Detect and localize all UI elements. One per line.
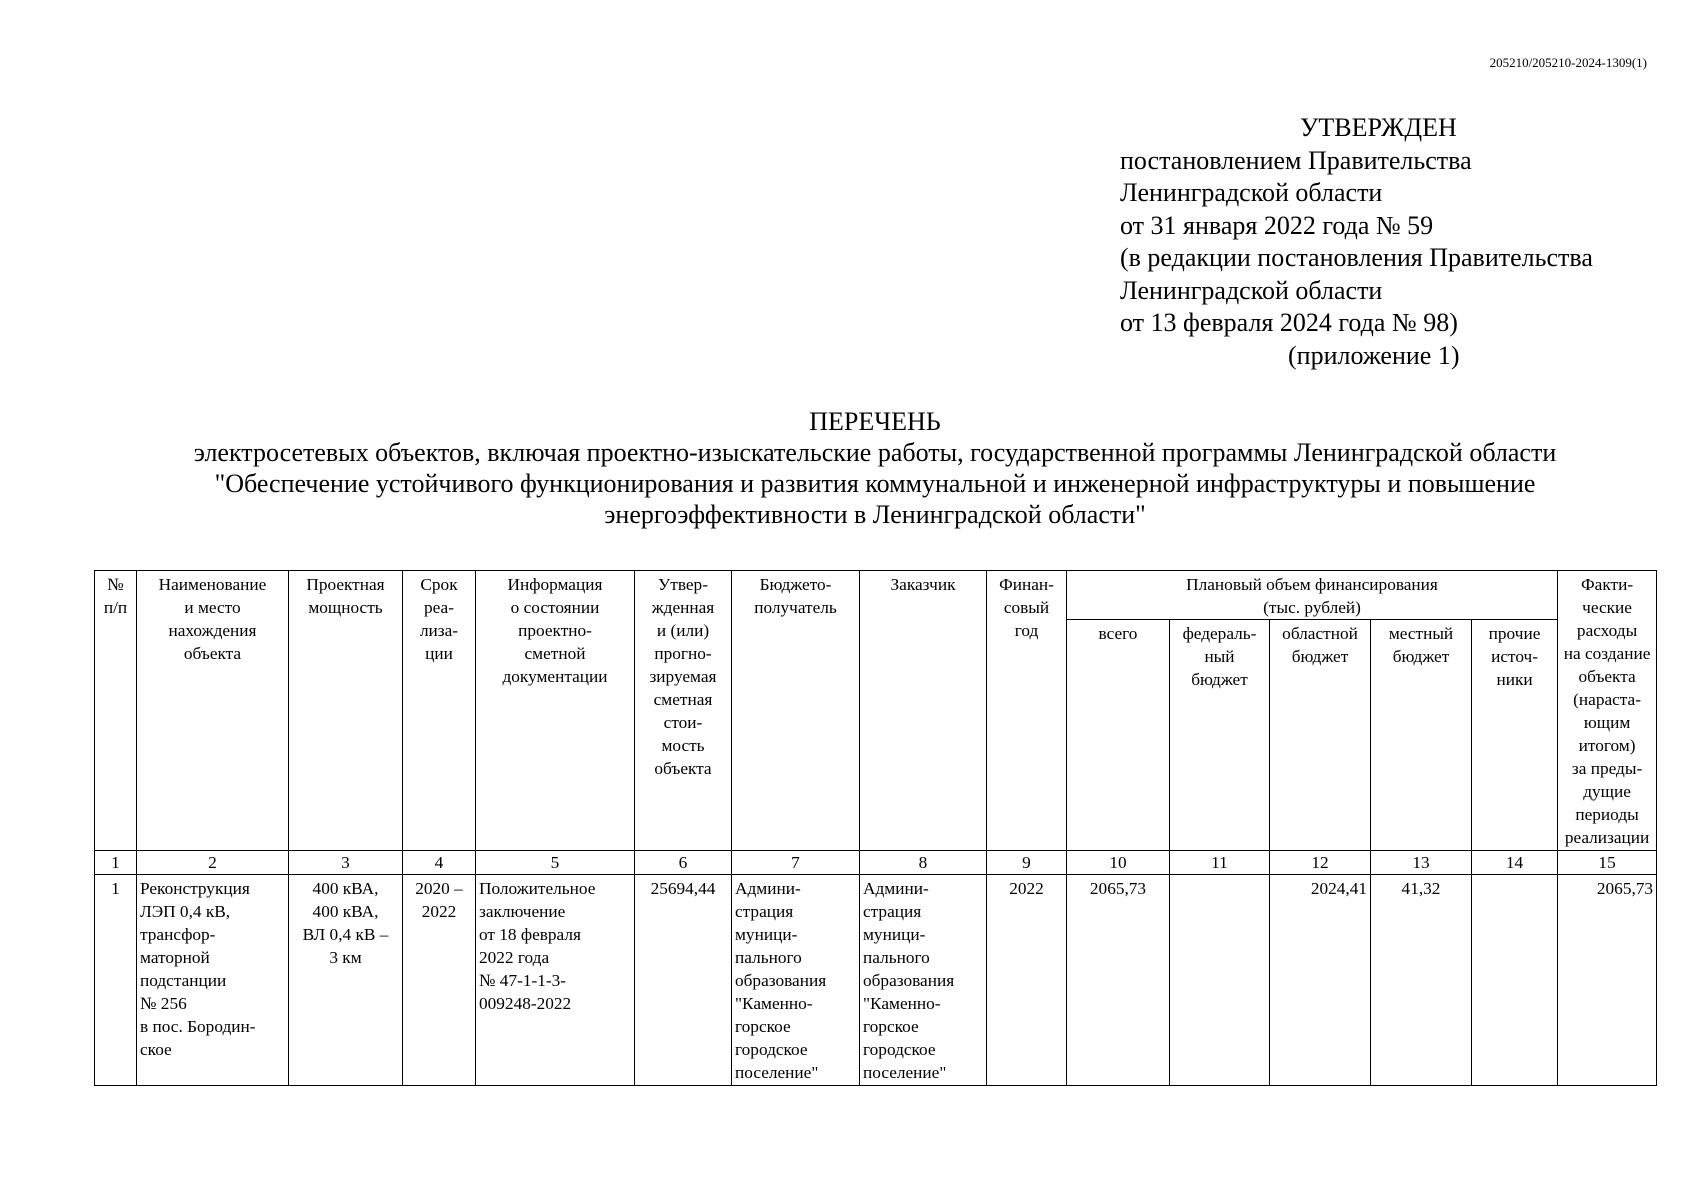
heading-line: "Обеспечение устойчивого функционирования и развития коммунальной и инженерной инфраструктуры и повышение	[214, 469, 1536, 498]
cell-name: Реконструкция ЛЭП 0,4 кВ, трансфор- маторной подстанции № 256 в пос. Бородин- ское	[137, 875, 289, 1086]
cell-num: 1	[95, 875, 137, 1086]
column-number: 9	[987, 851, 1067, 875]
heading-title: ПЕРЕЧЕНЬ	[809, 407, 941, 436]
column-number: 15	[1558, 851, 1657, 875]
approval-line: от 13 февраля 2024 года № 98)	[1120, 308, 1458, 337]
header-local: местный бюджет	[1371, 620, 1472, 851]
cell-regional: 2024,41	[1270, 875, 1371, 1086]
column-number: 8	[860, 851, 987, 875]
cell-actual: 2065,73	[1558, 875, 1657, 1086]
cell-total: 2065,73	[1067, 875, 1170, 1086]
cell-local: 41,32	[1371, 875, 1472, 1086]
cell-federal	[1170, 875, 1270, 1086]
approval-line: Ленинградской области	[1120, 275, 1383, 305]
approval-line: (в редакции постановления Правительства	[1120, 243, 1593, 272]
header-cost: Утвер- жденная и (или) прогно- зируемая сметная стои- мость объекта	[635, 571, 732, 851]
table-header-row	[95, 571, 1657, 620]
header-capacity: Проектная мощность	[289, 571, 403, 851]
header-term: Срок реа- лиза- ции	[403, 571, 476, 851]
cell-docs: Положительное заключение от 18 февраля 2022 года № 47-1-1-3- 009248-2022	[476, 875, 635, 1086]
document-heading	[0, 406, 1697, 530]
approval-line: постановлением Правительства	[1120, 145, 1472, 175]
column-number: 7	[732, 851, 860, 875]
header-docs: Информация о состоянии проектно- сметной документации	[476, 571, 635, 851]
cell-term: 2020 – 2022	[403, 875, 476, 1086]
header-customer: Заказчик	[860, 571, 987, 851]
header-year: Финан- совый год	[987, 571, 1067, 851]
cell-year: 2022	[987, 875, 1067, 1086]
header-planned-financing: Плановый объем финансирования (тыс. рублей)	[1067, 571, 1558, 620]
column-number: 2	[137, 851, 289, 875]
column-number: 14	[1472, 851, 1558, 875]
header-other: прочие источ- ники	[1472, 620, 1558, 851]
approval-line: от 31 января 2022 года № 59	[1120, 210, 1434, 240]
column-number-row	[95, 851, 1657, 875]
column-number: 13	[1371, 851, 1472, 875]
heading-line: электросетевых объектов, включая проектно-изыскательские работы, государственной программы Ленинградской области	[193, 438, 1557, 467]
header-actual: Факти- ческие расходы на создание объекта (нараста- ющим итогом) за преды- дущие периоды реализации	[1558, 571, 1657, 851]
cell-other	[1472, 875, 1558, 1086]
column-number: 1	[95, 851, 137, 875]
approval-stamp	[1120, 112, 1680, 372]
header-total: всего	[1067, 620, 1170, 851]
column-number: 10	[1067, 851, 1170, 875]
approval-appendix: (приложение 1)	[1288, 340, 1460, 370]
column-number: 4	[403, 851, 476, 875]
approval-title: УТВЕРЖДЕН	[1300, 113, 1457, 142]
header-regional: областной бюджет	[1270, 620, 1371, 851]
column-number: 5	[476, 851, 635, 875]
column-number: 11	[1170, 851, 1270, 875]
column-number: 6	[635, 851, 732, 875]
cell-customer: Админи- страция муници- пального образования "Каменно- горское городское поселение"	[860, 875, 987, 1086]
header-name: Наименование и место нахождения объекта	[137, 571, 289, 851]
heading-line: энергоэффективности в Ленинградской области"	[604, 500, 1146, 529]
header-federal: федераль- ный бюджет	[1170, 620, 1270, 851]
column-number: 12	[1270, 851, 1371, 875]
cell-capacity: 400 кВА, 400 кВА, ВЛ 0,4 кВ – 3 км	[289, 875, 403, 1086]
header-num: № п/п	[95, 571, 137, 851]
cell-cost: 25694,44	[635, 875, 732, 1086]
document-id: 205210/205210-2024-1309(1)	[1489, 55, 1647, 70]
approval-line: Ленинградской области	[1120, 178, 1383, 207]
column-number: 3	[289, 851, 403, 875]
cell-recipient: Админи- страция муници- пального образования "Каменно- горское городское поселение"	[732, 875, 860, 1086]
objects-table	[94, 570, 1657, 1086]
header-recipient: Бюджето- получатель	[732, 571, 860, 851]
table-row	[95, 875, 1657, 1086]
